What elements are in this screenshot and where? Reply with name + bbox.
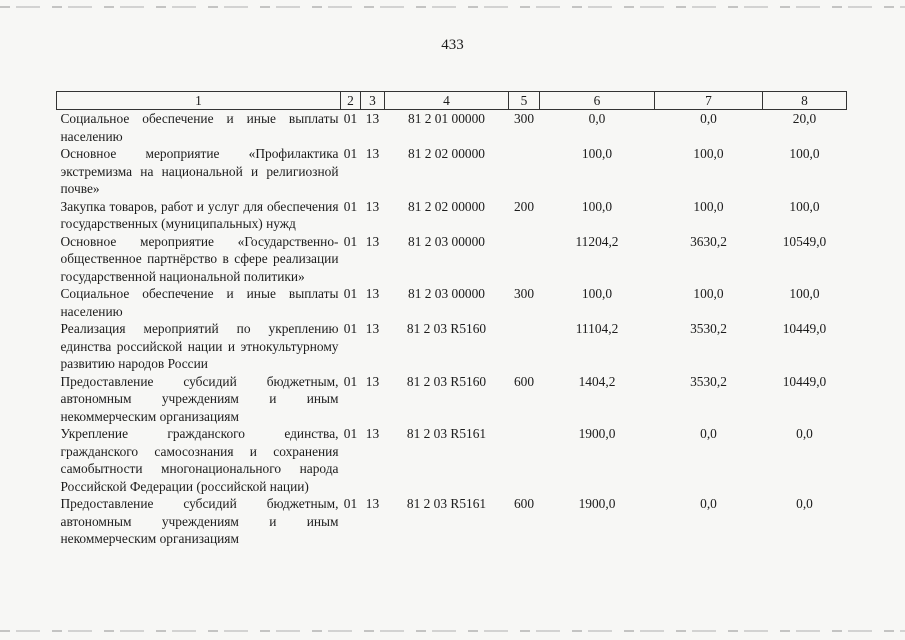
col-header-5: 5 [509,92,540,110]
row-expense-type: 600 [513,496,535,511]
row-section: 01 [343,373,358,389]
row-target-code: 81 2 02 00000 [408,198,485,214]
row-name: Социальное обеспечение и иные выплаты населению [60,111,339,144]
row-subsection: 13 [365,373,380,389]
table-row [57,495,847,548]
row-expense-type: 300 [513,286,535,301]
row-name: Закупка товаров, работ и услуг для обеспечения государственных (муниципальных) нужд [60,198,339,231]
row-amount-6: 100,0 [581,146,613,161]
table-row [57,320,847,373]
row-subsection: 13 [365,321,380,336]
row-expense-type: 300 [513,111,535,126]
row-name: Основное мероприятие «Государственно-общественное партнёрство в сфере реализации государственной национальной политики» [60,233,339,284]
scan-edge-top [0,6,905,8]
col-header-1: 1 [57,92,341,110]
col-header-6: 6 [540,92,655,110]
row-amount-8: 10549,0 [782,233,827,249]
row-section: 01 [343,286,358,301]
row-subsection: 13 [365,496,380,511]
row-name: Социальное обеспечение и иные выплаты населению [60,286,339,319]
row-amount-6: 100,0 [581,286,613,301]
row-name: Предоставление субсидий бюджетным, автономным учреждениям и иным некоммерческим организациям [60,373,339,424]
row-target-code: 81 2 03 00000 [408,286,485,301]
row-target-code: 81 2 03 R5161 [406,426,487,441]
row-section: 01 [343,198,358,214]
scan-edge-bottom [0,630,905,632]
row-amount-8: 20,0 [792,111,817,126]
table-row [57,110,847,146]
row-target-code: 81 2 01 00000 [408,111,485,126]
row-section: 01 [343,496,358,511]
row-amount-6: 1900,0 [578,426,616,441]
row-amount-6: 100,0 [581,198,613,214]
col-header-7: 7 [655,92,763,110]
row-amount-7: 3630,2 [690,233,727,249]
col-header-8: 8 [763,92,847,110]
row-name: Предоставление субсидий бюджетным, автономным учреждениям и иным некоммерческим организациям [60,496,339,546]
row-section: 01 [343,146,358,161]
budget-table [56,91,847,548]
row-amount-8: 0,0 [796,496,813,511]
row-amount-7: 3530,2 [690,373,727,389]
table-row [57,373,847,426]
row-target-code: 81 2 03 R5160 [406,373,487,389]
row-amount-8: 0,0 [796,426,813,441]
row-amount-8: 100,0 [789,146,820,161]
row-amount-7: 100,0 [693,286,724,301]
row-expense-type: 600 [513,373,535,389]
table-row [57,425,847,495]
row-subsection: 13 [365,426,380,441]
row-target-code: 81 2 03 R5160 [406,321,487,336]
row-target-code: 81 2 02 00000 [408,146,485,161]
row-name: Реализация мероприятий по укреплению единства российской нации и этнокультурному развитию народов России [60,321,339,371]
table-row [57,145,847,198]
page-number: 433 [441,37,464,53]
row-amount-7: 0,0 [700,111,717,126]
col-header-3: 3 [361,92,385,110]
row-subsection: 13 [365,286,380,301]
row-section: 01 [343,321,358,336]
table-row [57,285,847,320]
row-subsection: 13 [365,146,380,161]
row-amount-6: 11104,2 [575,321,619,336]
row-section: 01 [343,111,358,126]
row-expense-type [509,320,540,373]
row-subsection: 13 [365,233,380,249]
row-amount-6: 11204,2 [575,233,619,249]
row-subsection: 13 [365,111,380,126]
row-amount-8: 100,0 [789,286,820,301]
row-name: Укрепление гражданского единства, гражданского самосознания и сохранения самобытности многонационального народа Российской Федерации (российской нации) [60,426,339,494]
row-amount-6: 1404,2 [578,373,616,389]
row-expense-type [509,425,540,495]
row-section: 01 [343,233,358,249]
row-target-code: 81 2 03 00000 [408,233,485,249]
table-header-row [57,92,847,110]
row-amount-8: 100,0 [789,198,820,214]
row-amount-7: 100,0 [693,198,724,214]
row-amount-6: 0,0 [588,111,606,126]
row-amount-7: 3530,2 [690,321,727,336]
row-section: 01 [343,426,358,441]
col-header-4: 4 [385,92,509,110]
table-row [57,233,847,286]
row-amount-7: 0,0 [700,496,717,511]
row-target-code: 81 2 03 R5161 [406,496,487,511]
row-name: Основное мероприятие «Профилактика экстремизма на национальной и религиозной почве» [60,146,339,196]
row-subsection: 13 [365,198,380,214]
row-expense-type [509,233,540,286]
col-header-2: 2 [341,92,361,110]
row-expense-type: 200 [513,198,535,214]
row-amount-7: 100,0 [693,146,724,161]
row-amount-8: 10449,0 [782,373,827,389]
row-amount-6: 1900,0 [578,496,616,511]
row-amount-7: 0,0 [700,426,717,441]
row-amount-8: 10449,0 [782,321,827,336]
row-expense-type [509,145,540,198]
table-row [57,198,847,233]
